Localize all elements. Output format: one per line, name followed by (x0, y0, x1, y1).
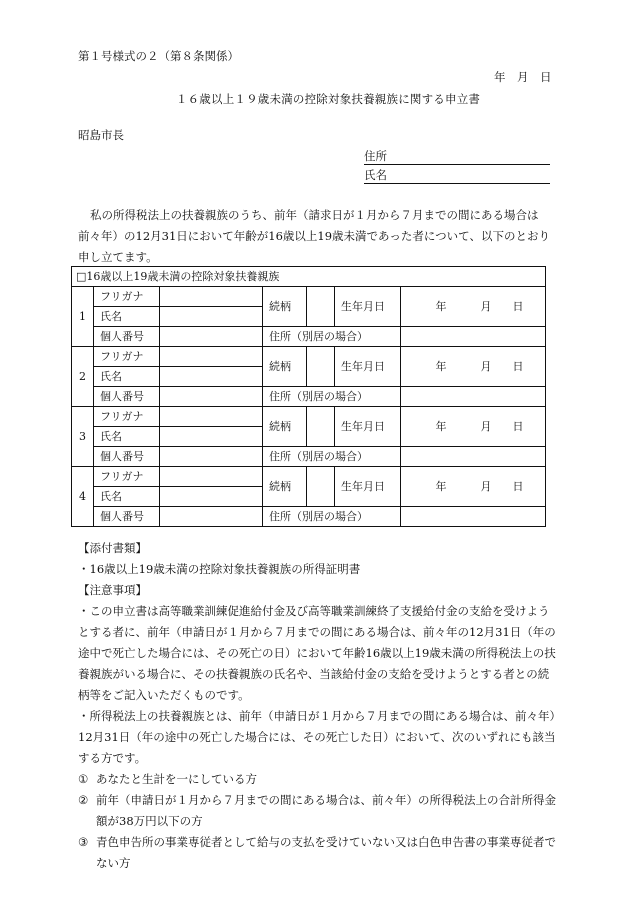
applicant-name-field[interactable] (364, 183, 550, 184)
condition-1 (78, 769, 556, 790)
birthdate-label: 生年月日 (335, 347, 401, 387)
name-input[interactable] (160, 427, 263, 447)
entry-number: 4 (72, 467, 94, 527)
relationship-input[interactable] (307, 287, 335, 327)
my-number-label: 個人番号 (94, 447, 160, 467)
address-separate-label: 住所（別居の場合） (263, 387, 401, 407)
furigana-label: フリガナ (94, 467, 160, 487)
address-separate-input[interactable] (401, 387, 546, 407)
name-input[interactable] (160, 307, 263, 327)
day-unit: 日 (512, 480, 524, 493)
address-separate-label: 住所（別居の場合） (263, 447, 401, 467)
birthdate-label: 生年月日 (335, 407, 401, 447)
name-input[interactable] (160, 487, 263, 507)
dependent-row (72, 327, 546, 347)
applicant-address-label: 住所 (364, 149, 387, 163)
relationship-label: 続柄 (263, 347, 307, 387)
my-number-label: 個人番号 (94, 387, 160, 407)
dependent-row (72, 467, 546, 487)
day-unit: 日 (512, 420, 524, 433)
dependent-row (72, 447, 546, 467)
birthdate-input[interactable] (401, 467, 546, 507)
intro-paragraph: 私の所得税法上の扶養親族のうち、前年（請求日が１月から７月までの間にある場合は前々年）の12月31日において年齢が16歳以上19歳未満であった者について、以下のとおり申し立てます。 (78, 208, 550, 264)
condition-mark: ② (78, 793, 89, 807)
note-2: ・所得税法上の扶養親族とは、前年（申請日が１月から７月までの間にある場合は、前々年）12月31日（年の途中の死亡した場合には、その死亡した日）において、次のいずれにも該当する方です。 (78, 709, 556, 765)
furigana-input[interactable] (160, 347, 263, 367)
birthdate-label: 生年月日 (335, 287, 401, 327)
furigana-label: フリガナ (94, 407, 160, 427)
name-label: 氏名 (94, 427, 160, 447)
year-unit: 年 (435, 360, 447, 373)
document-title: １６歳以上１９歳未満の控除対象扶養親族に関する申立書 (175, 92, 481, 106)
my-number-input[interactable] (160, 447, 263, 467)
furigana-input[interactable] (160, 467, 263, 487)
furigana-label: フリガナ (94, 287, 160, 307)
condition-text: 青色申告所の事業専従者として給与の支払を受けていない又は白色申告書の事業専従者でない方 (96, 835, 556, 870)
form-number: 第１号様式の２（第８条関係） (78, 49, 239, 63)
relationship-input[interactable] (307, 407, 335, 447)
relationship-input[interactable] (307, 347, 335, 387)
month-unit: 月 (480, 420, 492, 433)
condition-2 (78, 790, 556, 832)
condition-mark: ③ (78, 835, 89, 849)
year-unit: 年 (435, 420, 447, 433)
day-unit: 日 (512, 300, 524, 313)
condition-mark: ① (78, 772, 89, 786)
addressee: 昭島市長 (78, 128, 124, 142)
birthdate-input[interactable] (401, 407, 546, 447)
address-separate-input[interactable] (401, 447, 546, 467)
my-number-label: 個人番号 (94, 507, 160, 527)
year-unit: 年 (435, 480, 447, 493)
dependent-row (72, 347, 546, 367)
entry-number: 2 (72, 347, 94, 407)
address-separate-input[interactable] (401, 507, 546, 527)
my-number-input[interactable] (160, 327, 263, 347)
entry-number: 1 (72, 287, 94, 347)
month-unit: 月 (480, 360, 492, 373)
condition-text: あなたと生計を一にしている方 (96, 772, 257, 786)
relationship-label: 続柄 (263, 287, 307, 327)
name-label: 氏名 (94, 487, 160, 507)
furigana-label: フリガナ (94, 347, 160, 367)
dependent-row (72, 507, 546, 527)
dependents-table (71, 266, 546, 527)
name-label: 氏名 (94, 307, 160, 327)
condition-3 (78, 832, 556, 874)
condition-text: 前年（申請日が１月から７月までの間にある場合は、前々年）の所得税法上の合計所得金額が38万円以下の方 (96, 793, 556, 828)
relationship-input[interactable] (307, 467, 335, 507)
date-field[interactable]: 年 月 日 (494, 70, 552, 84)
dependent-row (72, 387, 546, 407)
furigana-input[interactable] (160, 287, 263, 307)
month-unit: 月 (480, 300, 492, 313)
address-separate-input[interactable] (401, 327, 546, 347)
birthdate-input[interactable] (401, 287, 546, 327)
address-separate-label: 住所（別居の場合） (263, 327, 401, 347)
birthdate-label: 生年月日 (335, 467, 401, 507)
birthdate-input[interactable] (401, 347, 546, 387)
notes-heading: 【注意事項】 (78, 583, 147, 597)
attachment-item: ・16歳以上19歳未満の控除対象扶養親族の所得証明書 (78, 562, 361, 576)
day-unit: 日 (512, 360, 524, 373)
attachments-heading: 【添付書類】 (78, 541, 147, 555)
entry-number: 3 (72, 407, 94, 467)
notes-section (78, 538, 556, 874)
my-number-input[interactable] (160, 387, 263, 407)
year-unit: 年 (435, 300, 447, 313)
dependent-row (72, 407, 546, 427)
my-number-input[interactable] (160, 507, 263, 527)
note-1: ・この申立書は高等職業訓練促進給付金及び高等職業訓練終了支援給付金の支給を受けようとする者に、前年（申請日が１月から７月までの間にある場合は、前々年の12月31日（年の途中で死亡した場合には、その死亡の日）において年齢16歳以上19歳未満の所得税法上の扶養親族がいる場合に、その扶養親族の氏名や、当該給付金の支給を受けようとする者との続柄等をご記入いただくものです。 (78, 604, 556, 702)
relationship-label: 続柄 (263, 407, 307, 447)
dependent-row (72, 287, 546, 307)
my-number-label: 個人番号 (94, 327, 160, 347)
name-input[interactable] (160, 367, 263, 387)
month-unit: 月 (480, 480, 492, 493)
table-header-checkbox[interactable]: □16歳以上19歳未満の控除対象扶養親族 (72, 267, 546, 287)
applicant-name-label: 氏名 (364, 168, 387, 182)
name-label: 氏名 (94, 367, 160, 387)
applicant-address-field[interactable] (364, 164, 550, 165)
furigana-input[interactable] (160, 407, 263, 427)
relationship-label: 続柄 (263, 467, 307, 507)
address-separate-label: 住所（別居の場合） (263, 507, 401, 527)
